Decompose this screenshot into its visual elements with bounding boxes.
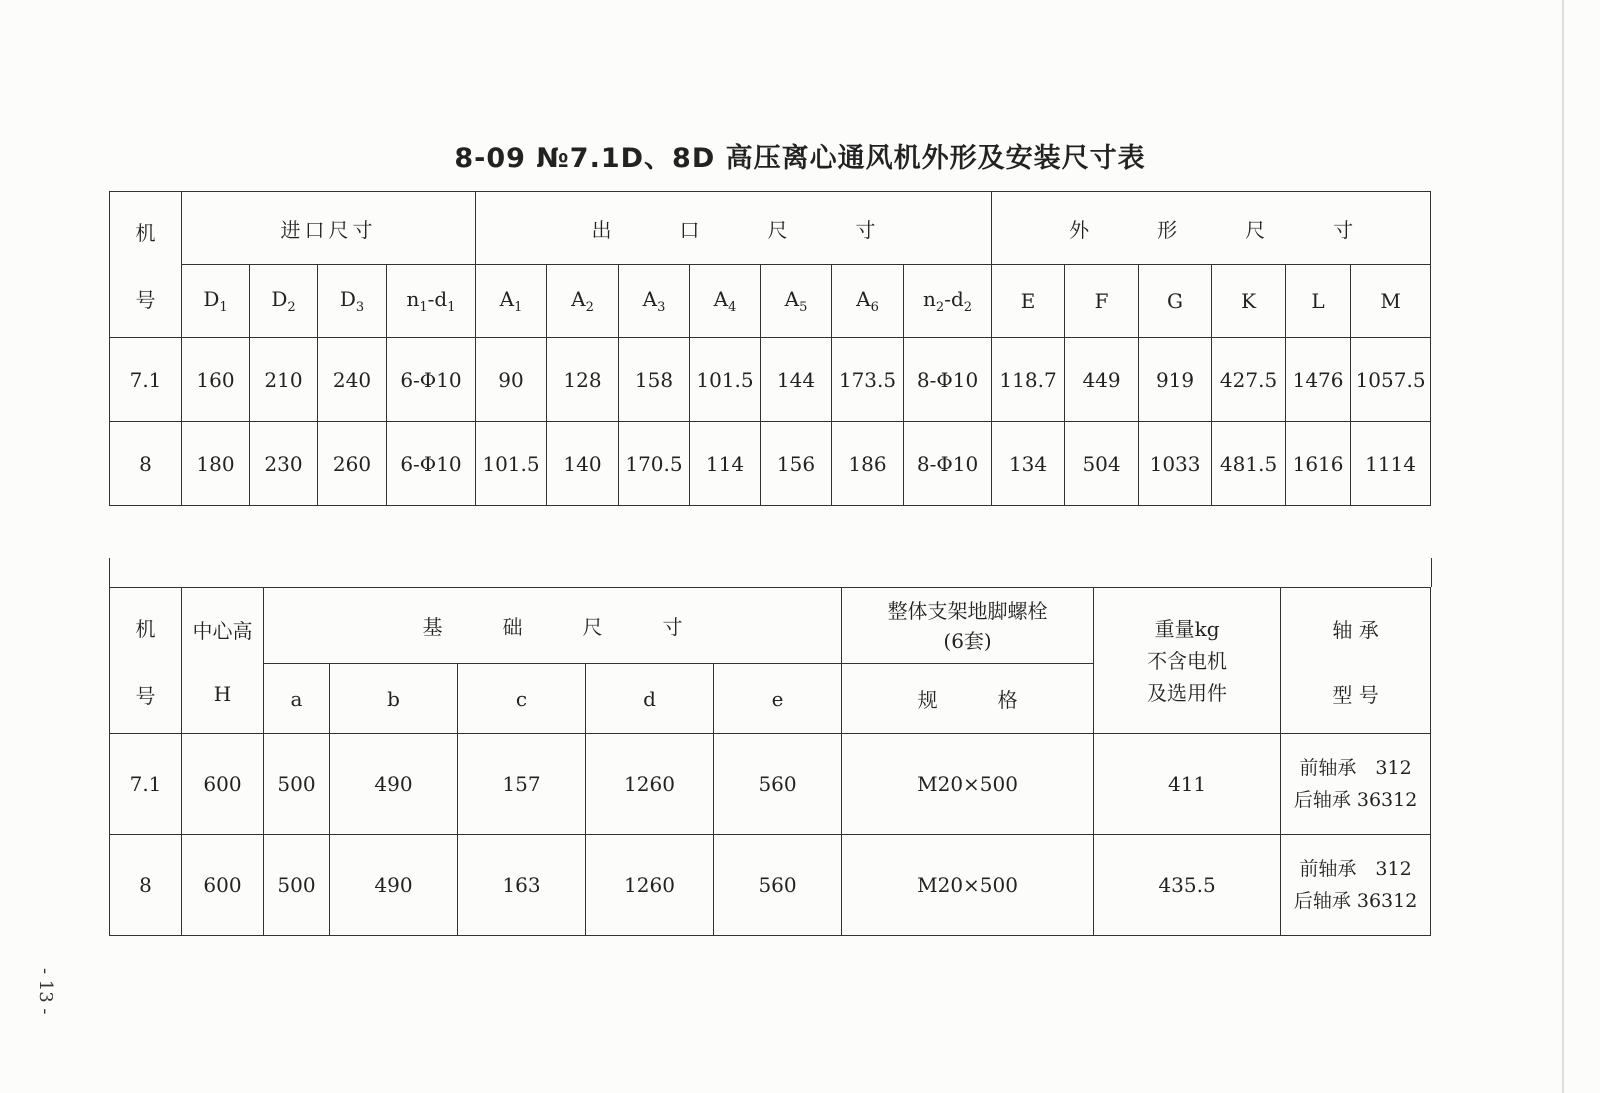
table-cell: 8-Φ10 xyxy=(904,338,992,422)
table-cell: 114 xyxy=(690,422,761,506)
installation-table xyxy=(109,587,1431,936)
row-jihao: 8 xyxy=(110,835,182,936)
col-header: $A_2$ xyxy=(547,265,619,338)
table-cell: 449 xyxy=(1065,338,1139,422)
table-cell: 134 xyxy=(992,422,1065,506)
table-cell: 210 xyxy=(250,338,318,422)
row-jihao: 7.1 xyxy=(110,734,182,835)
table-cell: 160 xyxy=(182,338,250,422)
table-cell: 90 xyxy=(476,338,547,422)
col-header: b xyxy=(330,664,458,734)
table-cell: 140 xyxy=(547,422,619,506)
table-cell: 1033 xyxy=(1139,422,1212,506)
col-header: K xyxy=(1212,265,1286,338)
table-cell: 1114 xyxy=(1351,422,1431,506)
table-cell: 1260 xyxy=(586,734,714,835)
outer-group-header: 外 形 尺 寸 xyxy=(992,192,1431,265)
col-header: e xyxy=(714,664,842,734)
table-cell: 1476 xyxy=(1286,338,1351,422)
table-cell: 173.5 xyxy=(832,338,904,422)
table-cell: 6-Φ10 xyxy=(387,338,476,422)
bearing-cell: 前轴承 312 后轴承 36312 xyxy=(1281,734,1431,835)
table-cell: 158 xyxy=(619,338,690,422)
table-cell: 6-Φ10 xyxy=(387,422,476,506)
jihao-header-2: 机 号 xyxy=(110,588,182,734)
page-title: 8-09 №7.1D、8D 高压离心通风机外形及安装尺寸表 xyxy=(454,143,1146,174)
table-cell: 490 xyxy=(330,835,458,936)
table-row xyxy=(110,338,1431,422)
col-header: F xyxy=(1065,265,1139,338)
row-jihao: 8 xyxy=(110,422,182,506)
sub-header-row xyxy=(110,265,1431,338)
table-cell: 230 xyxy=(250,422,318,506)
table-cell: 8-Φ10 xyxy=(904,422,992,506)
table-cell: 170.5 xyxy=(619,422,690,506)
jihao-header: 机 号 xyxy=(110,192,182,338)
table-cell: 427.5 xyxy=(1212,338,1286,422)
table-cell: 504 xyxy=(1065,422,1139,506)
col-header: d xyxy=(586,664,714,734)
table-cell: 260 xyxy=(318,422,387,506)
inlet-group-header: 进口尺寸 xyxy=(182,192,476,265)
col-header: $A_4$ xyxy=(690,265,761,338)
bolt-spec-header: 规 格 xyxy=(842,664,1094,734)
col-header: $D_1$ xyxy=(182,265,250,338)
table-cell: 240 xyxy=(318,338,387,422)
table-cell: 1616 xyxy=(1286,422,1351,506)
col-header: $A_3$ xyxy=(619,265,690,338)
col-header: E xyxy=(992,265,1065,338)
table-cell: M20×500 xyxy=(842,835,1094,936)
table-cell: M20×500 xyxy=(842,734,1094,835)
table-cell: 163 xyxy=(458,835,586,936)
center-height-header: 中心高 H xyxy=(182,588,264,734)
col-header: $A_6$ xyxy=(832,265,904,338)
table-cell: 481.5 xyxy=(1212,422,1286,506)
table-cell: 600 xyxy=(182,835,264,936)
table-cell: 128 xyxy=(547,338,619,422)
table-cell: 490 xyxy=(330,734,458,835)
table-cell: 600 xyxy=(182,734,264,835)
col-header: c xyxy=(458,664,586,734)
table-cell: 1057.5 xyxy=(1351,338,1431,422)
table-gap xyxy=(109,558,1432,587)
table-cell: 560 xyxy=(714,835,842,936)
row-jihao: 7.1 xyxy=(110,338,182,422)
table-cell: 1260 xyxy=(586,835,714,936)
bearing-header: 轴 承 型 号 xyxy=(1281,588,1431,734)
bolt-group-header: 整体支架地脚螺栓 (6套) xyxy=(842,588,1094,664)
table-cell: 144 xyxy=(761,338,832,422)
table-cell: 101.5 xyxy=(476,422,547,506)
table-row xyxy=(110,835,1431,936)
col-header: $A_5$ xyxy=(761,265,832,338)
table-row xyxy=(110,422,1431,506)
col-header: G xyxy=(1139,265,1212,338)
table-cell: 411 xyxy=(1094,734,1281,835)
col-header: $n_1-d_1$ xyxy=(387,265,476,338)
outlet-group-header: 出 口 尺 寸 xyxy=(476,192,992,265)
table-cell: 101.5 xyxy=(690,338,761,422)
table-cell: 500 xyxy=(264,835,330,936)
col-header: $D_3$ xyxy=(318,265,387,338)
col-header: a xyxy=(264,664,330,734)
table-cell: 186 xyxy=(832,422,904,506)
table-cell: 156 xyxy=(761,422,832,506)
table-cell: 560 xyxy=(714,734,842,835)
col-header: $D_2$ xyxy=(250,265,318,338)
col-header: L xyxy=(1286,265,1351,338)
table-row xyxy=(110,734,1431,835)
col-header: $A_1$ xyxy=(476,265,547,338)
bearing-cell: 前轴承 312 后轴承 36312 xyxy=(1281,835,1431,936)
col-header: $n_2-d_2$ xyxy=(904,265,992,338)
table-cell: 118.7 xyxy=(992,338,1065,422)
base-group-header: 基 础 尺 寸 xyxy=(264,588,842,664)
table-cell: 435.5 xyxy=(1094,835,1281,936)
dimension-table xyxy=(109,191,1431,506)
table-cell: 157 xyxy=(458,734,586,835)
page-number: - 13 - xyxy=(35,968,56,1015)
col-header: M xyxy=(1351,265,1431,338)
table-cell: 919 xyxy=(1139,338,1212,422)
table-cell: 180 xyxy=(182,422,250,506)
weight-header: 重量kg 不含电机 及选用件 xyxy=(1094,588,1281,734)
table-cell: 500 xyxy=(264,734,330,835)
